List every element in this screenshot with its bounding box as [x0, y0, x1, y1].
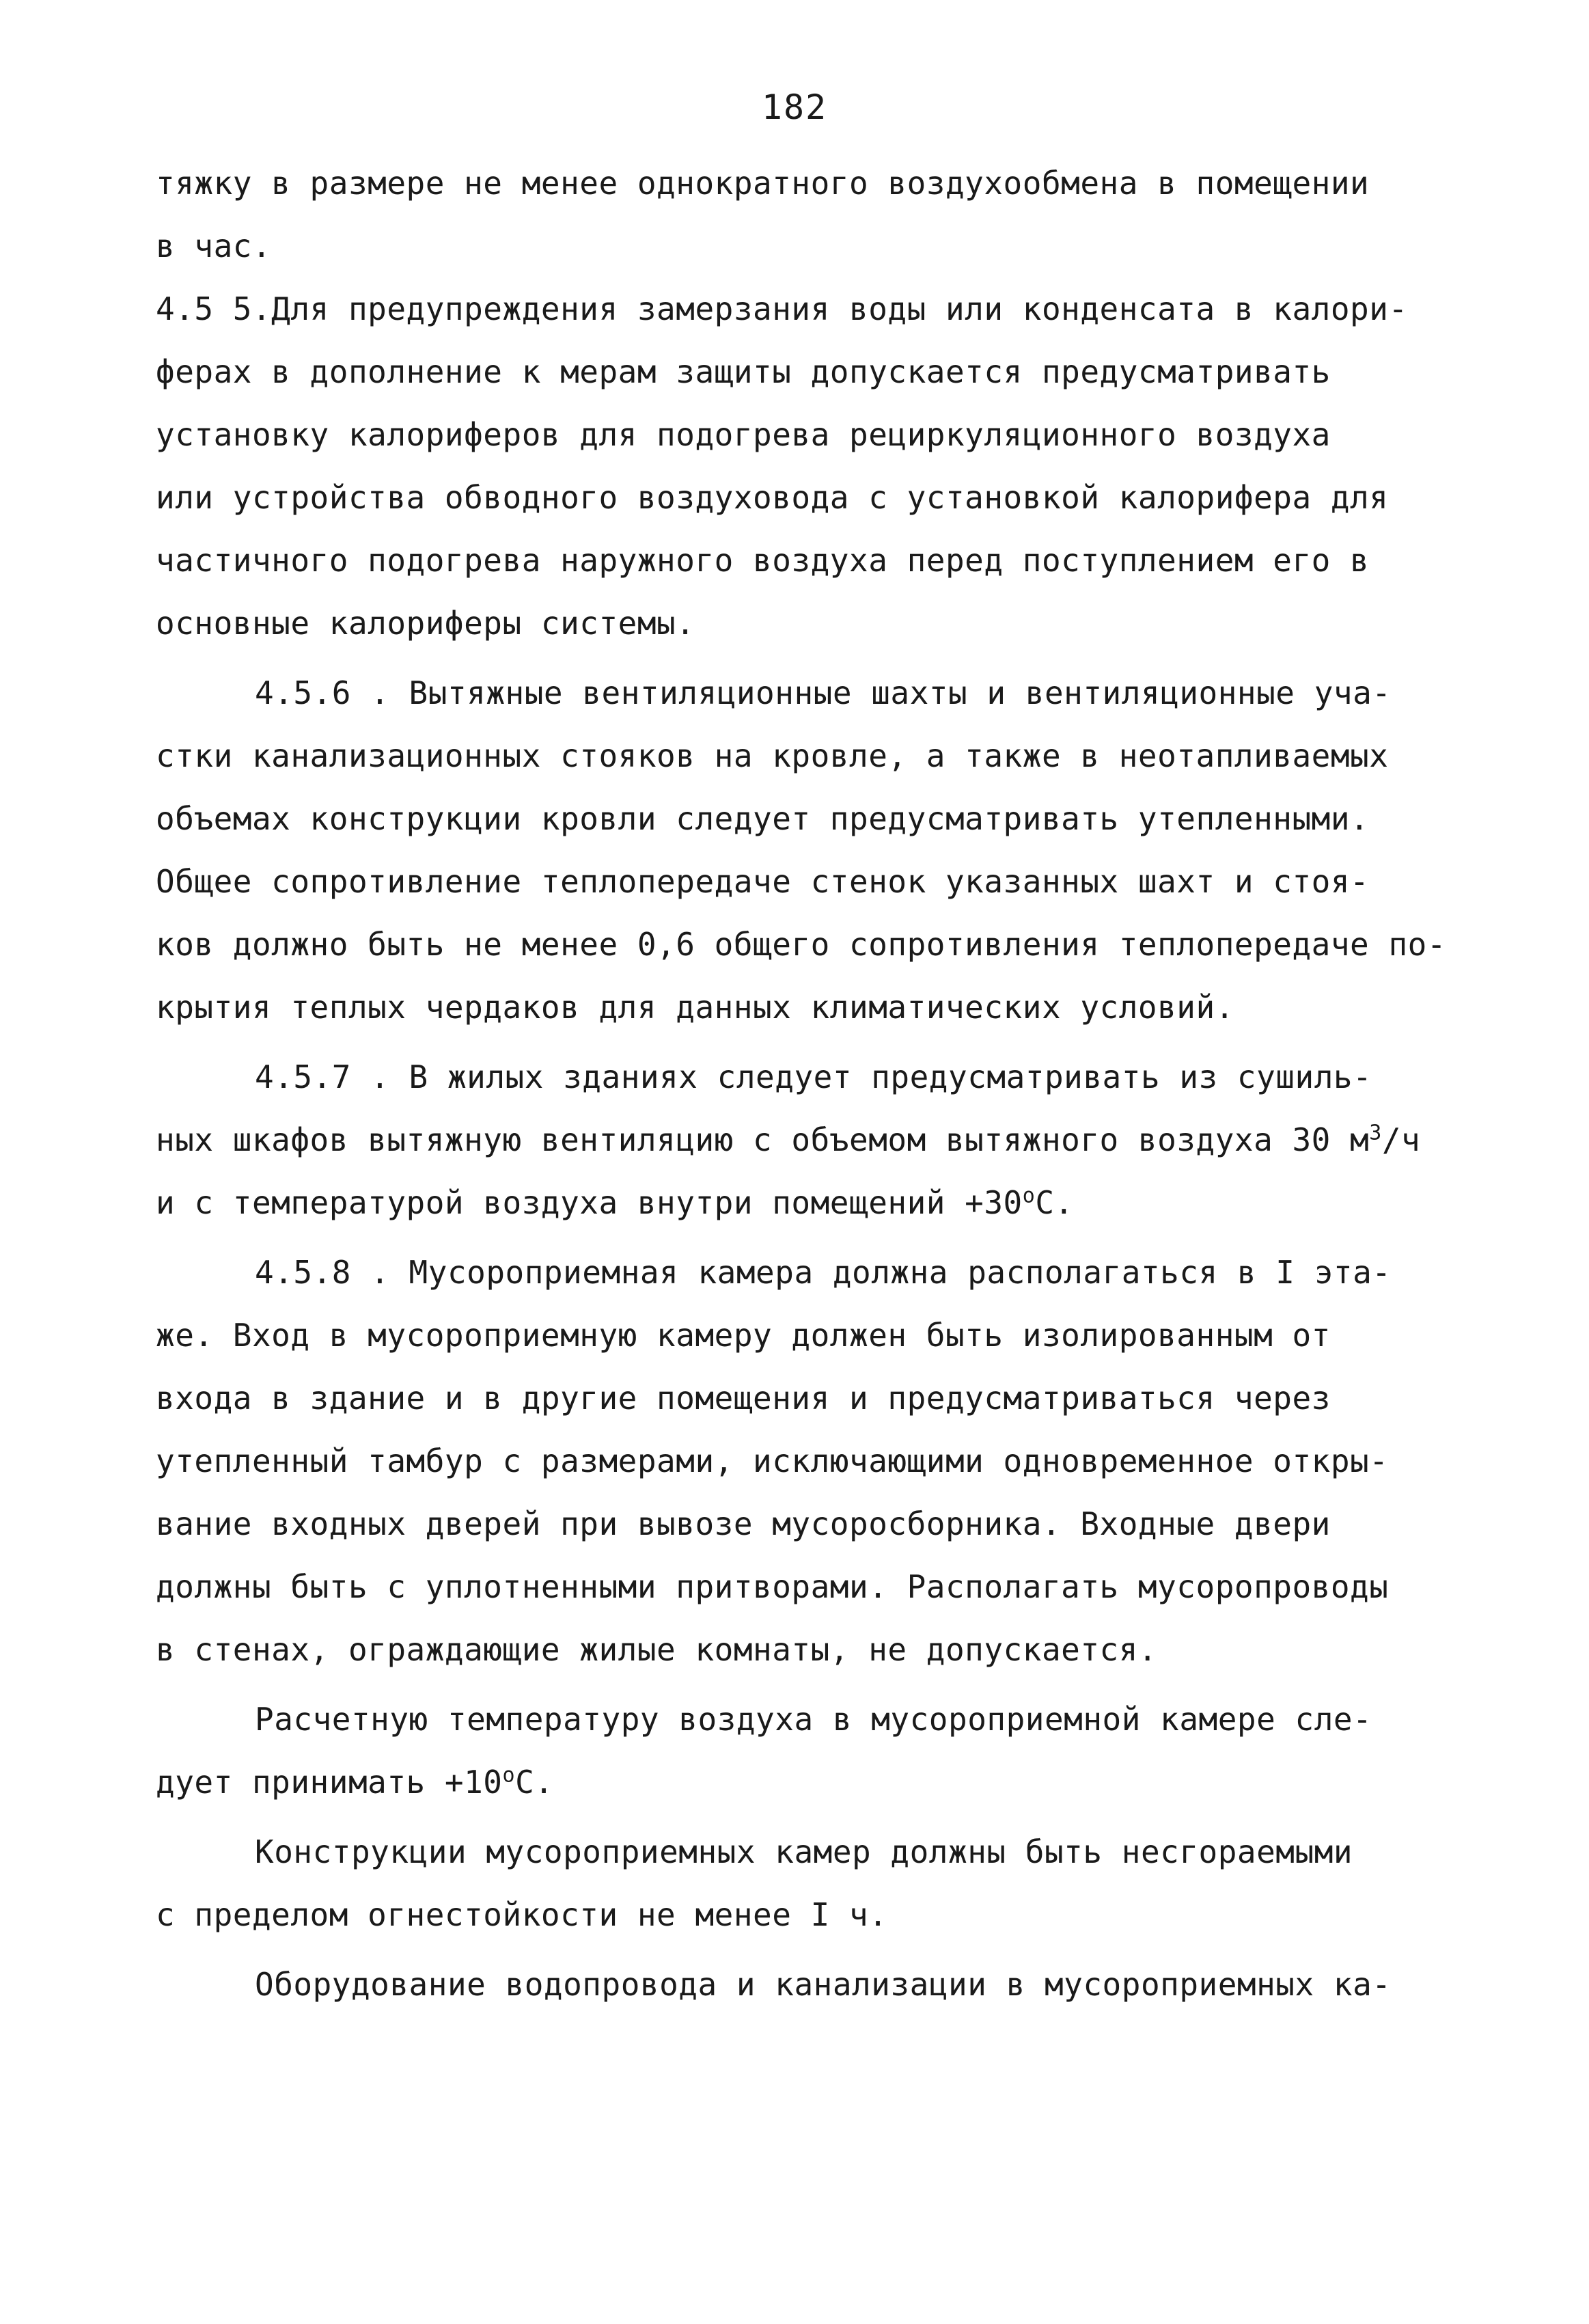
- text-line: [156, 1688, 1495, 1751]
- text-line: [156, 976, 1495, 1039]
- page-number: 182: [761, 87, 828, 127]
- text-line: [156, 724, 1495, 787]
- text-line: [156, 1953, 1495, 2016]
- line-text: дует принимать +10: [156, 1764, 503, 1801]
- text-line: [156, 1618, 1495, 1681]
- line-text-suffix: /ч: [1381, 1121, 1421, 1158]
- line-text: в час.: [156, 228, 272, 264]
- text-line: [156, 1304, 1495, 1367]
- line-text: и с температурой воздуха внутри помещений +30: [156, 1184, 1023, 1221]
- text-line: [156, 592, 1495, 655]
- line-text: 4.5.6 . Вытяжные вентиляционные шахты и вентиляционные уча-: [255, 674, 1392, 711]
- text-line: [156, 1171, 1495, 1234]
- line-text: ферах в дополнение к мерам защиты допускается предусматривать: [156, 353, 1331, 390]
- line-text: с пределом огнестойкости не менее I ч.: [156, 1896, 888, 1933]
- line-text: ных шкафов вытяжную вентиляцию с объемом вытяжного воздуха 30 м: [156, 1121, 1370, 1158]
- line-text: установку калориферов для подогрева рециркуляционного воздуха: [156, 416, 1331, 453]
- superscript: о: [1022, 1184, 1036, 1208]
- line-text: крытия теплых чердаков для данных климатических условий.: [156, 989, 1234, 1026]
- line-text: стки канализационных стояков на кровле, а также в неотапливаемых: [156, 737, 1389, 774]
- line-text: в стенах, ограждающие жилые комнаты, не допускается.: [156, 1631, 1158, 1668]
- line-text: вание входных дверей при вывозе мусоросборника. Входные двери: [156, 1505, 1331, 1542]
- text-line: [156, 1108, 1495, 1171]
- line-text: Расчетную температуру воздуха в мусороприемной камере сле-: [255, 1701, 1372, 1738]
- text-line: [156, 215, 1495, 277]
- line-text: 4.5 5.Для предупреждения замерзания воды или конденсата в калори-: [156, 290, 1408, 327]
- text-line: [156, 661, 1495, 724]
- line-text: же. Вход в мусороприемную камеру должен быть изолированным от: [156, 1317, 1331, 1354]
- text-line: [156, 1367, 1495, 1430]
- line-text: объемах конструкции кровли следует предусматривать утепленными.: [156, 800, 1370, 837]
- text-line: [156, 1751, 1495, 1814]
- text-line: [156, 340, 1495, 403]
- line-text: утепленный тамбур с размерами, исключающими одновременное откры-: [156, 1443, 1389, 1479]
- text-line: [156, 1555, 1495, 1618]
- line-text: Оборудование водопровода и канализации в мусороприемных ка-: [255, 1966, 1392, 2003]
- text-line: [156, 1820, 1495, 1883]
- line-text: Общее сопротивление теплопередаче стенок указанных шахт и стоя-: [156, 863, 1370, 900]
- text-line: [156, 403, 1495, 466]
- line-text: должны быть с уплотненными притворами. Располагать мусоропроводы: [156, 1568, 1389, 1605]
- line-text: или устройства обводного воздуховода с установкой калорифера для: [156, 479, 1389, 516]
- body-text: [156, 152, 1495, 2016]
- text-line: [156, 277, 1495, 340]
- line-text: ков должно быть не менее 0,6 общего сопротивления теплопередаче по-: [156, 926, 1447, 963]
- text-line: [156, 1883, 1495, 1946]
- text-line: [156, 1492, 1495, 1555]
- text-line: [156, 1430, 1495, 1492]
- superscript: 3: [1369, 1121, 1382, 1145]
- text-line: [156, 787, 1495, 850]
- line-text: Конструкции мусороприемных камер должны быть несгораемыми: [255, 1833, 1353, 1870]
- text-line: [156, 1241, 1495, 1304]
- superscript: о: [502, 1763, 516, 1788]
- text-line: [156, 152, 1495, 215]
- line-text: основные калориферы системы.: [156, 605, 695, 642]
- line-text-suffix: С.: [1035, 1184, 1074, 1221]
- text-line: [156, 850, 1495, 913]
- line-text: частичного подогрева наружного воздуха перед поступлением его в: [156, 542, 1370, 579]
- line-text: 4.5.7 . В жилых зданиях следует предусматривать из сушиль-: [255, 1058, 1372, 1095]
- line-text-suffix: С.: [515, 1764, 554, 1801]
- line-text: тяжку в размере не менее однократного воздухообмена в помещении: [156, 165, 1370, 202]
- text-line: [156, 466, 1495, 529]
- text-line: [156, 913, 1495, 976]
- line-text: 4.5.8 . Мусороприемная камера должна располагаться в I эта-: [255, 1254, 1392, 1291]
- line-text: входа в здание и в другие помещения и предусматриваться через: [156, 1380, 1331, 1417]
- text-line: [156, 529, 1495, 592]
- text-line: [156, 1045, 1495, 1108]
